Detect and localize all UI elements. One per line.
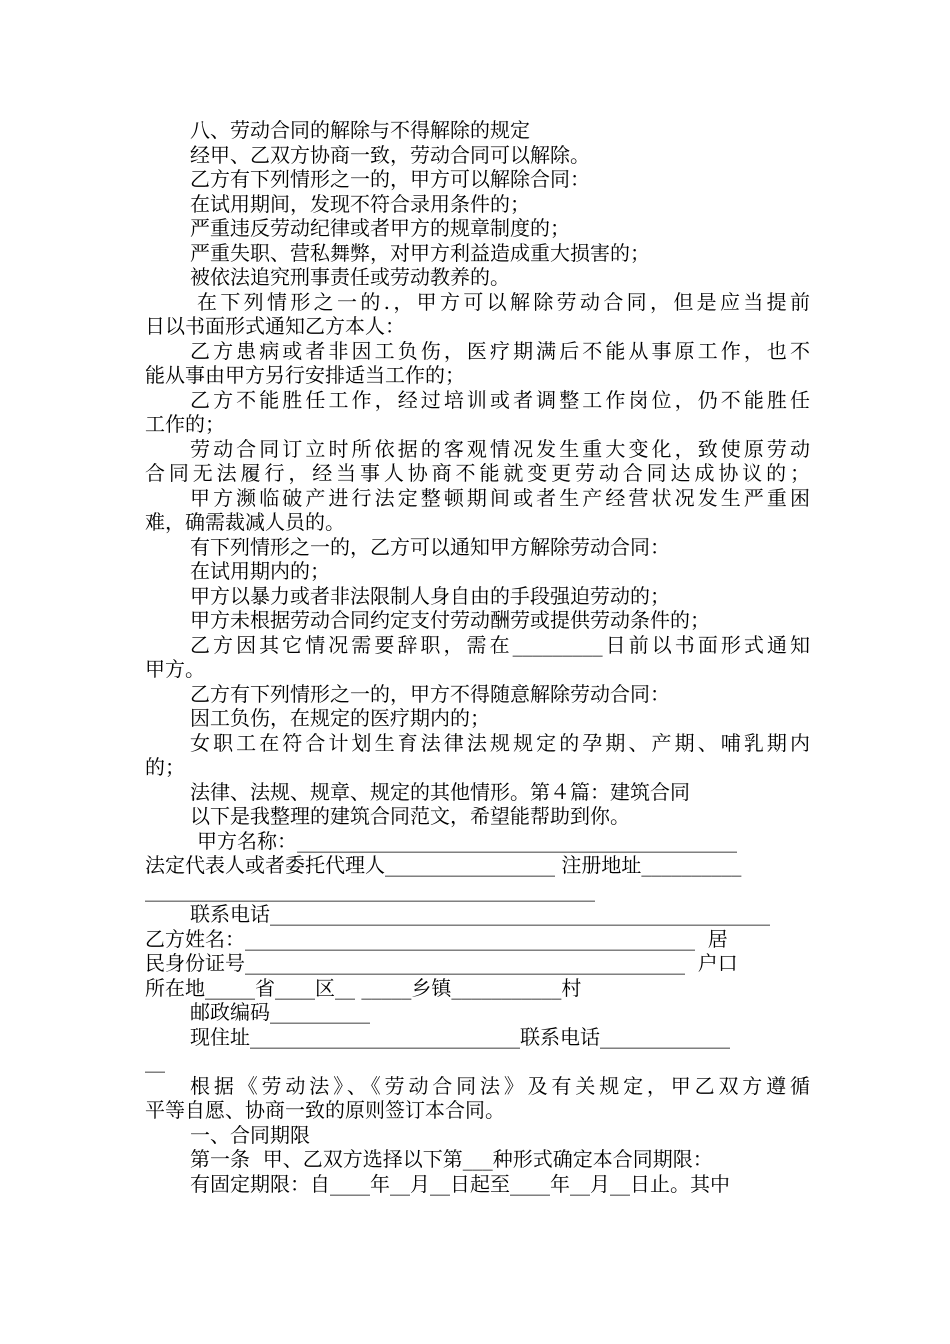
paragraph-line: 难，确需裁减人员的。 xyxy=(145,510,345,534)
paragraph: 经甲、乙双方协商一致，劳动合同可以解除。 xyxy=(190,142,590,167)
form-field-continuation: __ xyxy=(145,1049,165,1073)
paragraph: 乙方有下列情形之一的，甲方不得随意解除劳动合同： xyxy=(190,681,670,706)
document-page xyxy=(145,118,810,1196)
paragraph-line: 平等自愿、协商一致的原则签订本合同。 xyxy=(145,1098,505,1122)
paragraph: 被依法追究刑事责任或劳动教养的。 xyxy=(190,265,510,289)
paragraph: 在试用期间，发现不符合录用条件的； xyxy=(190,191,530,216)
paragraph: 第一条 甲、乙双方选择以下第___种形式确定本合同期限： xyxy=(190,1147,713,1171)
paragraph-line: 根据《劳动法》、《劳动合同法》及有关规定，甲乙双方遵循 xyxy=(190,1073,810,1098)
paragraph: 甲方以暴力或者非法限制人身自由的手段强迫劳动的； xyxy=(190,583,670,608)
paragraph-line: 乙方因其它情况需要辞职，需在_________日前以书面形式通知 xyxy=(190,632,810,657)
paragraph: 有下列情形之一的，乙方可以通知甲方解除劳动合同： xyxy=(190,534,670,559)
paragraph-line: 的； xyxy=(145,755,185,779)
paragraph-line: 女职工在符合计划生育法律法规规定的孕期、产期、哺乳期内 xyxy=(190,730,810,755)
paragraph-line: 甲方濒临破产进行法定整顿期间或者生产经营状况发生严重困 xyxy=(190,485,810,510)
paragraph-line: 甲方。 xyxy=(145,657,205,681)
form-field-address: 现住址___________________________联系电话_____________ xyxy=(190,1024,730,1049)
form-field-continuation: _____________________________________________ xyxy=(145,877,595,902)
paragraph-line: 乙方患病或者非因工负伤，医疗期满后不能从事原工作，也不 xyxy=(190,338,810,363)
paragraph-line: 在下列情形之一的.，甲方可以解除劳动合同，但是应当提前 xyxy=(197,289,810,314)
form-field-household: 所在地_____省____区__ _____乡镇___________村 xyxy=(145,975,582,1000)
paragraph-line: 乙方不能胜任工作，经过培训或者调整工作岗位，仍不能胜任 xyxy=(190,387,810,412)
paragraph-line: 能从事由甲方另行安排适当工作的； xyxy=(145,363,465,387)
form-field-postcode: 邮政编码__________ xyxy=(190,1000,370,1024)
form-field-representative: 法定代表人或者委托代理人_________________ 注册地址__________ xyxy=(145,853,742,877)
section-heading: 一、合同期限 xyxy=(190,1122,310,1147)
paragraph: 法律、法规、规章、规定的其他情形。第４篇：建筑合同 xyxy=(190,779,690,804)
form-field-party-a-name: 甲方名称：____________________________________________ xyxy=(197,828,737,853)
section-heading: 八、劳动合同的解除与不得解除的规定 xyxy=(190,118,530,142)
paragraph: 乙方有下列情形之一的，甲方可以解除合同： xyxy=(190,167,590,191)
paragraph-line: 工作的； xyxy=(145,412,225,436)
paragraph: 严重违反劳动纪律或者甲方的规章制度的； xyxy=(190,216,570,240)
paragraph: 有固定期限：自____年__月__日起至____年__月__日止。其中 xyxy=(190,1171,730,1196)
form-field-id-number: 民身份证号____________________________________________ 户口 xyxy=(145,951,738,975)
form-field-party-b-name: 乙方姓名：_____________________________________________ 居 xyxy=(145,926,728,951)
paragraph-line: 劳动合同订立时所依据的客观情况发生重大变化，致使原劳动 xyxy=(190,436,810,461)
paragraph: 因工负伤，在规定的医疗期内的； xyxy=(190,706,490,730)
paragraph: 严重失职、营私舞弊，对甲方利益造成重大损害的； xyxy=(190,240,650,265)
paragraph: 甲方未根据劳动合同约定支付劳动酬劳或提供劳动条件的； xyxy=(190,608,710,632)
paragraph-line: 合同无法履行，经当事人协商不能就变更劳动合同达成协议的； xyxy=(145,461,810,485)
form-field-phone: 联系电话__________________________________________________ xyxy=(190,902,770,926)
paragraph: 以下是我整理的建筑合同范文，希望能帮助到你。 xyxy=(190,804,630,828)
paragraph: 在试用期内的； xyxy=(190,559,330,583)
paragraph-line: 日以书面形式通知乙方本人： xyxy=(145,314,405,338)
